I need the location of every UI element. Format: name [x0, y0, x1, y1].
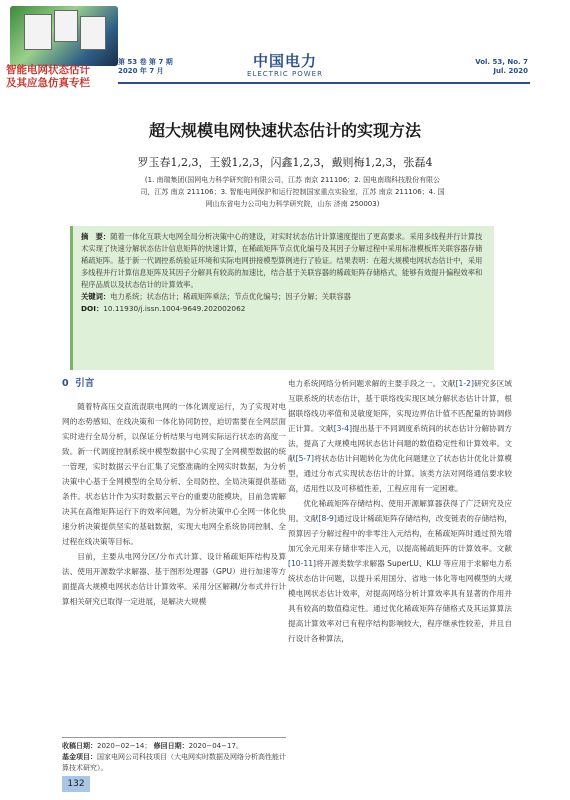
body-paragraph: 目前，主要从电网分区/分布式计算、设计稀疏矩阵结构及算法、使用开源数学求解器、基于图形处理器（GPU）进行加速等方面提高大规模电网状态估计计算效率。采用分区解耦/分布式并行计算相关研究已取得一定进展，是解决大规模 — [62, 552, 286, 606]
received-label: 收稿日期： — [62, 742, 97, 750]
abstract-text: 随着一体化互联大电网全局分析决策中心的建设，对实时状态估计计算速度提出了更高要求。采用多线程并行计算技术实现了快速分解状态估计信息矩阵的快速计算，在稀疏矩阵节点优化编号及其因子分解过程中采用标准模板库关联容器存储稀疏矩阵。基于新一代调控系统验证环境和实际电网拼接模型算例进行了验证。结果表明：在超大规模电网状态估计中，采用多线程并行计算信息矩阵及其因子分解具有较高的加速比，结合基于关联容器的稀疏矩阵存储格式，能够有效提升偏程效率和程序品质以及状态估计的计算效率。 — [81, 232, 483, 289]
abstract-box — [70, 226, 494, 370]
received-date: 2020−02−14； — [97, 742, 152, 750]
fund-label: 基金项目： — [62, 753, 97, 761]
meter-device-image — [54, 10, 78, 42]
volume-issue-en: Vol. 53, No. 7 — [475, 58, 528, 66]
citation-link[interactable]: [8-9] — [318, 514, 337, 523]
citation-link[interactable]: [3-4] — [333, 424, 353, 433]
section-number: 0 — [62, 378, 69, 389]
author-list: 罗玉春1,2,3，王毅1,2,3，闪鑫1,2,3，戴则梅1,2,3，张磊4 — [137, 156, 433, 169]
body-paragraph: 随着特高压交直流混联电网的一体化调度运行，为了实现对电网的态势感知、在线决策和一体化协同防控，迫切需要在全网层面实时进行全局分析，以保证分析结果与电网实际运行状态的高度一致。新一代调度控制系统中模型数据中心实现了全网模型数据的统一管理，实时数据云平台汇集了完整准确的全网实时数据，为分析决策中心基于全网模型的全局分析、全局防控、全局决策提供基础条件。状态估计作为实时数据云平台的重要功能模块，目前急需解决其在高维矩阵运行下的效率问题，为分析决策中心全网一体化快速分析决策提供坚实的基础数据，实现大电网全系统协同控制、全过程在线决策等目标。 — [62, 402, 286, 546]
issue-info-en — [475, 58, 528, 76]
body-paragraph — [288, 376, 512, 496]
text-run: 将开源类数学求解器 SuperLU、KLU 等应用于求解电力系统状态估计问题，以提升采用国分、省地一体化等电网模型的大规模电网状态估计效率，对提高网络分析计算效率具有显著的作用并具有较高的数值稳定性。通过优化稀疏矩阵存储格式及其运算算法提高计算效率对已有程序结构影响较大，程序继承性较差，并且自行设计各种算法， — [288, 559, 512, 643]
date-en: Jul. 2020 — [493, 67, 528, 75]
abstract-label: 摘 要： — [81, 232, 111, 241]
keywords-text: 电力系统；状态估计；稀疏矩阵乘法；节点优化编号；因子分解；关联容器 — [110, 292, 351, 301]
date-cn: 2020 年 7 月 — [118, 67, 164, 75]
page-number: 132 — [62, 776, 90, 792]
revised-date: 2020−04−17。 — [188, 742, 243, 750]
journal-title-en: ELECTRIC POWER — [247, 70, 323, 78]
text-run: 通过设计稀疏矩阵存储结构，改变链表的存储结构，预算因子分解过程中的非零注入元结构，在稀疏矩阵时通过预先增加冗余元用来存储非零注入元，以提高稀疏矩阵的计算效率。文献 — [288, 514, 513, 553]
header-divider — [118, 82, 530, 84]
text-run: 电力系统网络分析问题求解的主要手段之一。文献 — [288, 379, 456, 388]
journal-title-cn: 中国电力 — [252, 52, 317, 70]
abstract — [81, 231, 486, 291]
meter-device-image — [24, 14, 52, 50]
text-run: 将状态估计问题转化为优化问题建立了状态估计优化计算模型，通过分布式实现状态估计的计算。该类方法对网络通信要求较高，适用性以及可移植性差，工程应用有一定困难。 — [288, 454, 513, 493]
keywords — [81, 291, 486, 303]
body-column-right — [288, 376, 512, 646]
keywords-label: 关键词： — [81, 292, 111, 301]
affiliations: (1. 南瑞集团(国网电力科学研究院)有限公司，江苏 南京 211106；2. 国电南瑞科技股份有限公司，江苏 南京 211106；3. 智能电网保护和运行控制国家重点实验室，江苏 南京 211106；4. 国网山东省电力公司电力科学研究院，山东 济南 250003) — [140, 176, 445, 208]
text-run: 提出基于不同调度系统间的状态估计分解协调方法，提高了大规模电网状态估计问题的数值稳定性和计算效率。文献 — [288, 424, 513, 463]
meter-device-image — [80, 16, 106, 50]
fund-line — [62, 752, 286, 774]
citation-link[interactable]: [1-2] — [455, 379, 474, 388]
body-paragraph — [288, 496, 512, 646]
doi-label: DOI： — [81, 304, 104, 313]
citation-link[interactable]: [5-7] — [295, 454, 314, 463]
footnote-divider — [62, 737, 286, 738]
feature-label-line1: 智能电网状态估计 — [6, 64, 90, 76]
section-heading — [62, 376, 286, 391]
dates-line — [62, 741, 286, 752]
citation-link[interactable]: [10-11] — [288, 559, 316, 568]
feature-label-line2: 及其应急仿真专栏 — [6, 77, 90, 89]
body-column-left — [62, 376, 286, 609]
doi — [81, 303, 486, 315]
doi-link[interactable]: 10.11930/j.issn.1004-9649.202002062 — [103, 304, 246, 313]
revised-label: 修回日期： — [153, 742, 189, 750]
text-run: 优化稀疏矩阵存储结构、使用开源解算器获得了广泛研究及应用。文献 — [288, 499, 512, 523]
text-run: 研究多区域互联系统的状态估计，基于联络线实现区域分解状态估计计算，根据联络线功率值和灵敏度矩阵，实现边界估计值不匹配量的协调修正计算。文献 — [288, 379, 513, 433]
section-title: 引言 — [75, 378, 95, 389]
fund-text: 国家电网公司科技项目（大电网实时数据及网络分析高性能计算技术研究）。 — [62, 753, 286, 772]
volume-issue-cn: 第 53 卷 第 7 期 — [118, 58, 173, 66]
footnote — [62, 741, 286, 774]
article-title: 超大规模电网快速状态估计的实现方法 — [148, 121, 421, 140]
